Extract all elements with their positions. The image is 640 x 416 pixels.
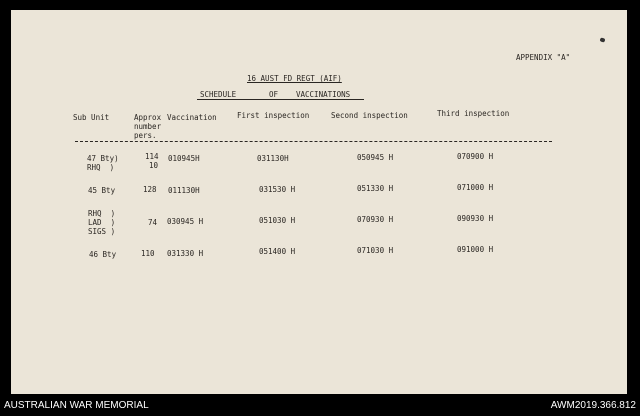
subtitle-schedule: SCHEDULE <box>200 90 237 99</box>
subtitle-underline <box>197 99 364 100</box>
row2-first: 031530 H <box>259 185 296 194</box>
row1-sub-unit-line1: 47 Bty) <box>87 154 119 163</box>
row1-third: 070900 H <box>457 152 494 161</box>
row3-sub-unit-line1: RHQ ) <box>88 209 116 218</box>
row1-sub-unit-line2: RHQ ) <box>87 163 115 172</box>
row4-number: 110 <box>141 249 155 258</box>
row1-second: 050945 H <box>357 153 394 162</box>
appendix-label: APPENDIX "A" <box>516 53 571 62</box>
document-page <box>11 10 627 394</box>
row3-sub-unit-line3: SIGS ) <box>88 227 116 236</box>
header-pers: pers. <box>134 131 157 140</box>
row1-first: 031130H <box>257 154 289 163</box>
pencil-mark <box>599 37 605 42</box>
header-second-inspection: Second inspection <box>331 111 408 120</box>
row3-number: 74 <box>148 218 158 227</box>
document-title: 16 AUST FD REGT (AIF) <box>247 74 342 83</box>
row3-second: 070930 H <box>357 215 394 224</box>
header-vaccination: Vaccination <box>167 113 217 122</box>
row4-second: 071030 H <box>357 246 394 255</box>
row2-number: 128 <box>143 185 157 194</box>
header-approx: Approx <box>134 113 162 122</box>
header-third-inspection: Third inspection <box>437 109 510 118</box>
row2-sub-unit: 45 Bty <box>88 186 116 195</box>
row1-number-line2: 10 <box>149 161 159 170</box>
subtitle-vaccinations: VACCINATIONS <box>296 90 351 99</box>
header-sub-unit: Sub Unit <box>73 113 110 122</box>
row4-third: 091000 H <box>457 245 494 254</box>
footer-credit: AUSTRALIAN WAR MEMORIAL <box>4 400 149 411</box>
row4-sub-unit: 46 Bty <box>89 250 117 259</box>
footer-accession-number: AWM2019.366.812 <box>550 400 636 411</box>
row3-first: 051030 H <box>259 216 296 225</box>
row2-vaccination: 011130H <box>168 186 200 195</box>
subtitle-of: OF <box>269 90 279 99</box>
row2-third: 071000 H <box>457 183 494 192</box>
header-number: number <box>134 122 162 131</box>
row2-second: 051330 H <box>357 184 394 193</box>
header-first-inspection: First inspection <box>237 111 310 120</box>
row1-vaccination: 010945H <box>168 154 200 163</box>
row3-vaccination: 030945 H <box>167 217 204 226</box>
header-divider <box>75 141 552 142</box>
row3-third: 090930 H <box>457 214 494 223</box>
row4-first: 051400 H <box>259 247 296 256</box>
row4-vaccination: 031330 H <box>167 249 204 258</box>
row3-sub-unit-line2: LAD ) <box>88 218 116 227</box>
row1-number-line1: 114 <box>145 152 159 161</box>
